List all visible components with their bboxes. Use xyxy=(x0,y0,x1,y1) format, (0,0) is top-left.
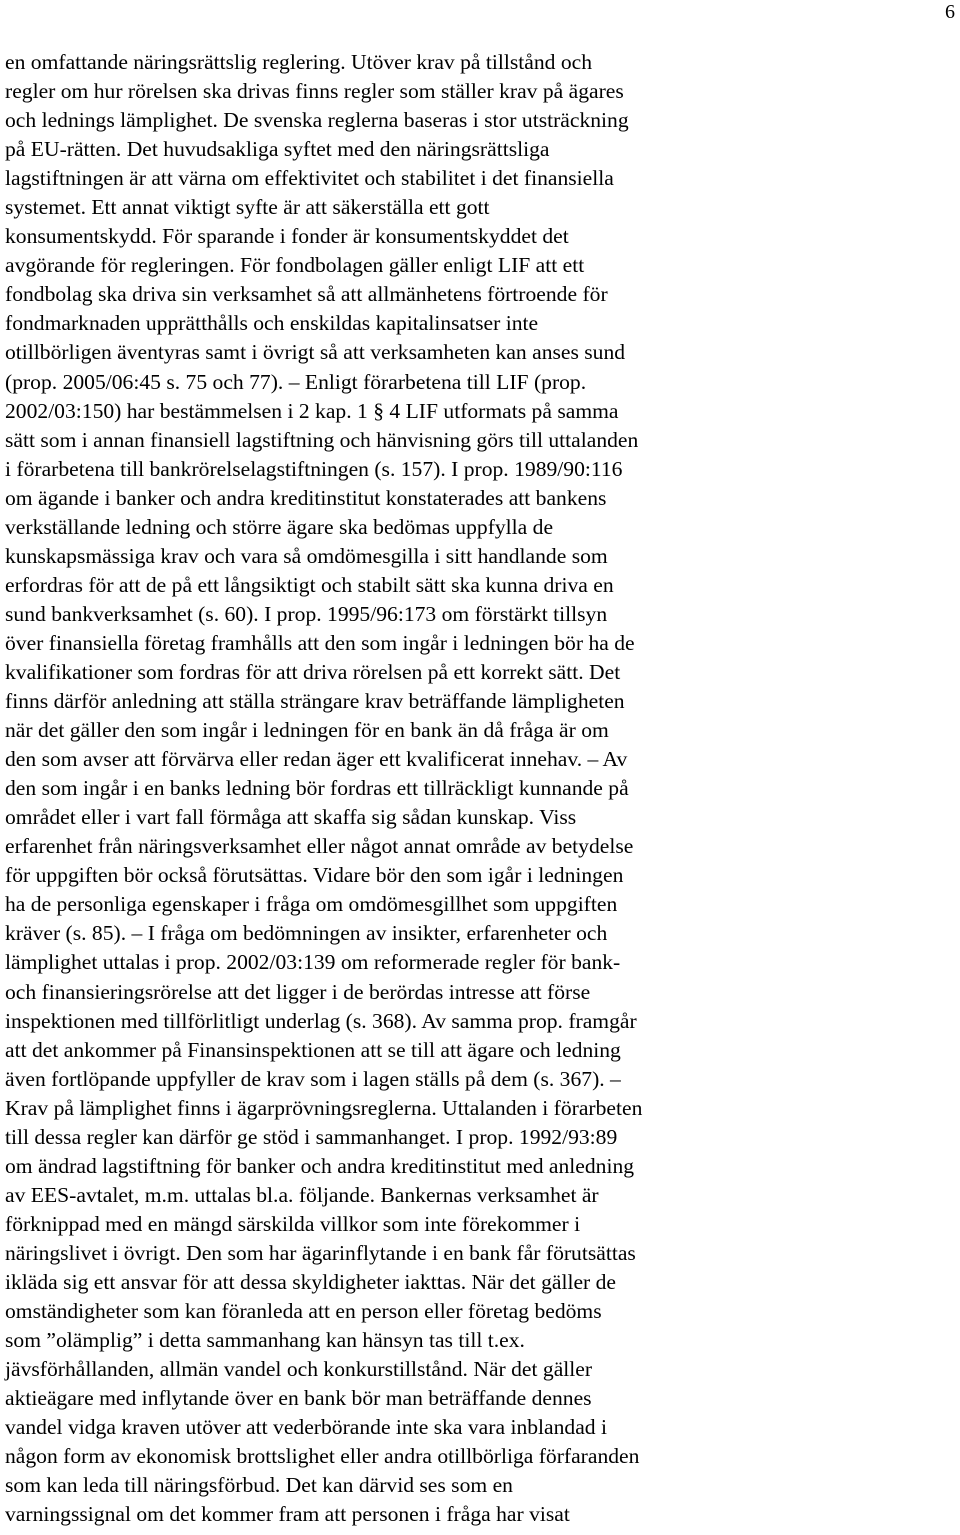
text-line: vandel vidga kraven utöver att vederbörande inte ska vara inblandad i xyxy=(5,1415,607,1440)
text-line: om ägande i banker och andra kreditinstitut konstaterades att bankens xyxy=(5,485,607,510)
text-line: kräver (s. 85). – I fråga om bedömningen av insikter, erfarenheter och xyxy=(5,921,608,946)
text-line: systemet. Ett annat viktigt syfte är att säkerställa ett gott xyxy=(5,195,490,220)
text-line: när det gäller den som ingår i ledningen för en bank än då fråga är om xyxy=(5,718,609,743)
text-line: över finansiella företag framhålls att den som ingår i ledningen bör ha de xyxy=(5,630,635,655)
text-line: lagstiftningen är att värna om effektivitet och stabilitet i det finansiella xyxy=(5,166,614,191)
text-line: fondmarknaden upprätthålls och enskildas kapitalinsatser inte xyxy=(5,311,539,336)
text-line: ha de personliga egenskaper i fråga om omdömesgillhet som uppgiften xyxy=(5,892,618,917)
text-line: avgörande för regleringen. För fondbolagen gäller enligt LIF att ett xyxy=(5,253,585,278)
body-text xyxy=(5,48,765,1529)
text-line: inspektionen med tillförlitligt underlag (s. 368). Av samma prop. framgår xyxy=(5,1008,637,1033)
page-number: 6 xyxy=(945,1,955,23)
text-line: till dessa regler kan därför ge stöd i sammanhanget. I prop. 1992/93:89 xyxy=(5,1124,618,1149)
text-line: och lednings lämplighet. De svenska reglerna baseras i stor utsträckning xyxy=(5,108,629,133)
text-line: regler om hur rörelsen ska drivas finns regler som ställer krav på ägares xyxy=(5,79,624,104)
text-line: sätt som i annan finansiell lagstiftning och hänvisning görs till uttalanden xyxy=(5,427,639,452)
text-line: på EU-rätten. Det huvudsakliga syftet med den näringsrättsliga xyxy=(5,137,550,162)
text-line: av EES-avtalet, m.m. uttalas bl.a. följande. Bankernas verksamhet är xyxy=(5,1182,599,1207)
text-line: jävsförhållanden, allmän vandel och konkurstillstånd. När det gäller xyxy=(5,1357,593,1382)
text-line: näringslivet i övrigt. Den som har ägarinflytande i en bank får förutsättas xyxy=(5,1240,636,1265)
text-line: som ”olämplig” i detta sammanhang kan hänsyn tas till t.ex. xyxy=(5,1328,525,1353)
text-line: att det ankommer på Finansinspektionen att se till att ägare och ledning xyxy=(5,1037,621,1062)
text-line: verkställande ledning och större ägare ska bedömas uppfylla de xyxy=(5,514,554,539)
text-line: som kan leda till näringsförbud. Det kan därvid ses som en xyxy=(5,1473,513,1498)
text-line: aktieägare med inflytande över en bank bör man beträffande dennes xyxy=(5,1386,592,1411)
text-line: varningssignal om det kommer fram att personen i fråga har visat xyxy=(5,1502,570,1527)
text-line: kunskapsmässiga krav och vara så omdömesgilla i sitt handlande som xyxy=(5,543,608,568)
text-line: otillbörligen äventyras samt i övrigt så att verksamheten kan anses sund xyxy=(5,340,626,365)
text-line: och finansieringsrörelse att det ligger i de berördas intresse att förse xyxy=(5,979,591,1004)
text-line: erfordras för att de på ett långsiktigt och stabilt sätt ska kunna driva en xyxy=(5,572,614,597)
text-line: omständigheter som kan föranleda att en person eller företag bedöms xyxy=(5,1299,602,1324)
text-line: sund bankverksamhet (s. 60). I prop. 1995/96:173 om förstärkt tillsyn xyxy=(5,601,608,626)
text-line: om ändrad lagstiftning för banker och andra kreditinstitut med anledning xyxy=(5,1153,635,1178)
text-line: en omfattande näringsrättslig reglering. Utöver krav på tillstånd och xyxy=(5,50,593,74)
text-line: konsumentskydd. För sparande i fonder är konsumentskyddet det xyxy=(5,224,569,249)
text-line: lämplighet uttalas i prop. 2002/03:139 om reformerade regler för bank- xyxy=(5,950,621,975)
text-line: fondbolag ska driva sin verksamhet så att allmänhetens förtroende för xyxy=(5,282,608,307)
text-line: förknippad med en mängd särskilda villkor som inte förekommer i xyxy=(5,1211,581,1236)
text-line: i förarbetena till bankrörelselagstiftningen (s. 157). I prop. 1989/90:116 xyxy=(5,456,623,481)
text-line: ikläda sig ett ansvar för att dessa skyldigheter iakttas. När det gäller de xyxy=(5,1269,617,1294)
text-line: den som avser att förvärva eller redan äger ett kvalificerat innehav. – Av xyxy=(5,747,628,772)
text-line: den som ingår i en banks ledning bör fordras ett tillräckligt kunnande på xyxy=(5,776,629,801)
text-line: kvalifikationer som fordras för att driva rörelsen på ett korrekt sätt. Det xyxy=(5,659,621,684)
text-line: 2002/03:150) har bestämmelsen i 2 kap. 1 § 4 LIF utformats på samma xyxy=(5,398,619,423)
text-line: Krav på lämplighet finns i ägarprövningsreglerna. Uttalanden i förarbeten xyxy=(5,1095,643,1120)
text-line: erfarenhet från näringsverksamhet eller något annat område av betydelse xyxy=(5,834,634,859)
text-line: (prop. 2005/06:45 s. 75 och 77). – Enligt förarbetena till LIF (prop. xyxy=(5,369,587,394)
text-line: området eller i vart fall förmåga att skaffa sig sådan kunskap. Viss xyxy=(5,805,577,830)
text-line: någon form av ekonomisk brottslighet eller andra otillbörliga förfaranden xyxy=(5,1444,640,1469)
text-line: även fortlöpande uppfyller de krav som i lagen ställs på dem (s. 367). – xyxy=(5,1066,621,1091)
text-line: finns därför anledning att ställa strängare krav beträffande lämpligheten xyxy=(5,689,625,714)
text-line: för uppgiften bör också förutsättas. Vidare bör den som igår i ledningen xyxy=(5,863,624,888)
